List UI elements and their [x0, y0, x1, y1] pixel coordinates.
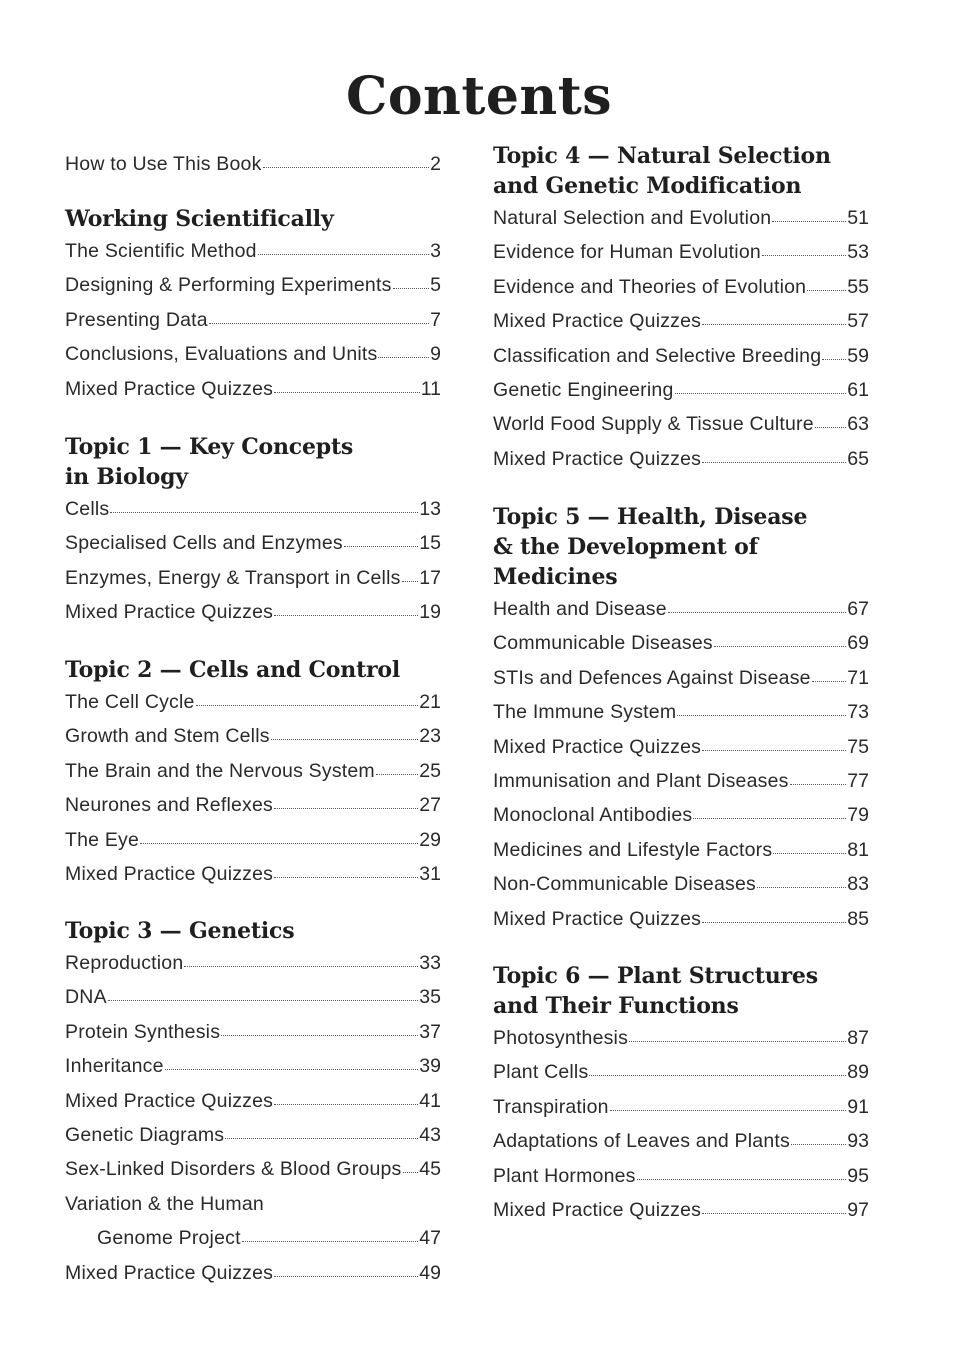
heading-line: Topic 4 — Natural Selection: [493, 143, 831, 169]
entry-page-number: 55: [847, 275, 869, 298]
dot-leader: [110, 510, 418, 513]
entry-label: The Eye: [65, 828, 140, 851]
entry-page-number: 19: [419, 601, 441, 624]
dot-leader: [702, 322, 846, 325]
dot-leader: [402, 579, 419, 582]
entry-page-number: 67: [847, 598, 869, 620]
entry-label: Adaptations of Leaves and Plants: [493, 1130, 790, 1153]
heading-line: Topic 1 — Key Concepts: [65, 434, 354, 460]
entry-page-number: 21: [419, 691, 441, 713]
toc-entry[interactable]: [493, 1159, 869, 1193]
dot-leader: [378, 355, 429, 358]
dot-leader: [702, 460, 846, 463]
toc-entry[interactable]: [493, 626, 869, 660]
dot-leader: [790, 782, 847, 785]
dot-leader: [637, 1177, 847, 1180]
entry-label: Evidence and Theories of Evolution: [493, 275, 807, 298]
entry-page-number: 79: [847, 804, 869, 827]
toc-entry[interactable]: [493, 1055, 869, 1089]
entry-page-number: 81: [847, 838, 869, 861]
entry-label: World Food Supply & Tissue Culture: [493, 413, 814, 436]
entry-label: Mixed Practice Quizzes: [493, 1198, 702, 1221]
section-heading: [65, 655, 441, 685]
entry-label: Plant Cells: [493, 1061, 589, 1084]
toc-entry[interactable]: [65, 823, 441, 857]
section-heading: [65, 204, 441, 234]
dot-leader: [773, 851, 846, 854]
entry-label: Natural Selection and Evolution: [493, 207, 772, 229]
entry-label: Health and Disease: [493, 598, 667, 620]
entry-label: Evidence for Human Evolution: [493, 241, 761, 264]
entry-label: Non-Communicable Diseases: [493, 873, 756, 896]
toc-entry[interactable]: [493, 1090, 869, 1124]
entry-label: Mixed Practice Quizzes: [65, 862, 274, 885]
entry-page-number: 73: [847, 701, 869, 724]
toc-entry[interactable]: [65, 1084, 441, 1118]
dot-leader: [762, 253, 846, 256]
toc-entry[interactable]: [493, 867, 869, 901]
dot-leader: [393, 286, 430, 289]
page-title: Contents: [345, 66, 613, 127]
dot-leader: [344, 544, 418, 547]
entry-label: Photosynthesis: [493, 1027, 629, 1049]
dot-leader: [610, 1108, 847, 1111]
entry-page-number: 89: [847, 1061, 869, 1084]
section-topic-2: [65, 655, 441, 891]
dot-leader: [221, 1033, 418, 1036]
toc-entry[interactable]: [493, 235, 869, 269]
toc-entry[interactable]: [65, 1015, 441, 1049]
dot-leader: [225, 1136, 418, 1139]
entry-label: How to Use This Book: [65, 153, 262, 175]
entry-label: The Brain and the Nervous System: [65, 759, 375, 782]
entry-page-number: 95: [847, 1164, 869, 1187]
toc-entry[interactable]: [493, 1193, 869, 1227]
entry-page-number: 65: [847, 447, 869, 470]
heading-line: Topic 5 — Health, Disease: [493, 504, 808, 530]
entry-page-number: 11: [420, 377, 441, 400]
dot-leader: [184, 964, 418, 967]
dot-leader: [196, 703, 419, 706]
entry-page-number: 59: [847, 344, 869, 367]
entry-label: Classification and Selective Breeding: [493, 344, 822, 367]
entry-page-number: 29: [419, 828, 441, 851]
section-heading: [493, 141, 869, 201]
entry-page-number: 43: [419, 1123, 441, 1146]
entry-label: Mixed Practice Quizzes: [65, 1089, 274, 1112]
entry-page-number: 77: [847, 769, 869, 792]
dot-leader: [589, 1073, 846, 1076]
dot-leader: [822, 357, 846, 360]
toc-entry[interactable]: [65, 1118, 441, 1152]
entry-label: Mixed Practice Quizzes: [65, 1261, 274, 1284]
dot-leader: [209, 321, 429, 324]
entry-label: Reproduction: [65, 952, 184, 974]
entry-label: Cells: [65, 498, 110, 520]
entry-label: The Cell Cycle: [65, 691, 195, 713]
toc-entry[interactable]: [493, 1124, 869, 1158]
entry-page-number: 85: [847, 907, 869, 930]
entry-label: Inheritance: [65, 1055, 164, 1078]
entry-page-number: 27: [419, 794, 441, 817]
section-topic-6: [493, 961, 869, 1227]
toc-entry[interactable]: [65, 1049, 441, 1083]
dot-leader: [815, 425, 847, 428]
entry-label: Mixed Practice Quizzes: [493, 447, 702, 470]
toc-entry[interactable]: [493, 592, 869, 626]
toc-entry[interactable]: [493, 373, 869, 407]
toc-entry[interactable]: [65, 561, 441, 595]
entry-page-number: 5: [430, 274, 441, 297]
dot-leader: [242, 1239, 419, 1242]
entry-page-number: 2: [430, 153, 441, 175]
entry-label: STIs and Defences Against Disease: [493, 666, 811, 689]
toc-entry[interactable]: [493, 442, 869, 476]
dot-leader: [702, 748, 846, 751]
section-topic-1: [65, 432, 441, 630]
dot-leader: [108, 998, 419, 1001]
heading-line: Medicines: [493, 564, 618, 590]
entry-label: Mixed Practice Quizzes: [493, 907, 702, 930]
toc-entry[interactable]: [65, 754, 441, 788]
entry-page-number: 49: [419, 1261, 441, 1284]
toc-entry-continued[interactable]: [65, 1187, 441, 1221]
entry-label: Specialised Cells and Enzymes: [65, 532, 343, 555]
toc-entry[interactable]: [65, 788, 441, 822]
entry-label: Mixed Practice Quizzes: [65, 601, 274, 624]
entry-page-number: 3: [430, 240, 441, 262]
toc-entry[interactable]: [493, 270, 869, 304]
dot-leader: [263, 165, 430, 168]
toc-entry[interactable]: [65, 857, 441, 891]
entry-page-number: 17: [419, 566, 441, 589]
entry-label: Mixed Practice Quizzes: [493, 735, 702, 758]
dot-leader: [677, 713, 846, 716]
entry-page-number: 61: [847, 378, 869, 401]
toc-entry[interactable]: [493, 1021, 869, 1055]
entry-label: Conclusions, Evaluations and Units: [65, 343, 378, 366]
entry-label: The Immune System: [493, 701, 677, 724]
heading-line: Topic 2 — Cells and Control: [65, 657, 401, 683]
dot-leader: [675, 391, 847, 394]
dot-leader: [274, 875, 418, 878]
dot-leader: [812, 679, 847, 682]
dot-leader: [274, 390, 420, 393]
section-working-scientifically: [65, 204, 441, 406]
entry-page-number: 7: [430, 308, 441, 331]
dot-leader: [629, 1039, 846, 1042]
heading-line: in Biology: [65, 464, 188, 490]
toc-entry[interactable]: [65, 980, 441, 1014]
toc-entry[interactable]: [493, 339, 869, 373]
toc-entry[interactable]: [493, 730, 869, 764]
toc-entry[interactable]: [65, 719, 441, 753]
toc-entry[interactable]: [493, 902, 869, 936]
entry-page-number: 23: [419, 725, 441, 748]
dot-leader: [274, 1274, 418, 1277]
entry-page-number: 91: [847, 1095, 869, 1118]
dot-leader: [274, 806, 418, 809]
entry-page-number: 87: [847, 1027, 869, 1049]
section-heading: [65, 916, 441, 946]
toc-entry[interactable]: [493, 304, 869, 338]
entry-label: Immunisation and Plant Diseases: [493, 769, 789, 792]
entry-page-number: 45: [419, 1158, 441, 1181]
entry-label: Sex-Linked Disorders & Blood Groups: [65, 1158, 402, 1181]
dot-leader: [274, 1102, 418, 1105]
entry-page-number: 47: [419, 1227, 441, 1250]
toc-entry[interactable]: [493, 798, 869, 832]
dot-leader: [140, 841, 418, 844]
entry-page-number: 93: [847, 1130, 869, 1153]
section-heading: [65, 432, 441, 492]
entry-label: Mixed Practice Quizzes: [65, 377, 274, 400]
toc-entry[interactable]: [65, 268, 441, 302]
heading-line: Working Scientifically: [65, 206, 334, 232]
entry-page-number: 57: [847, 310, 869, 333]
entry-label: Neurones and Reflexes: [65, 794, 273, 817]
entry-label: Genetic Engineering: [493, 378, 674, 401]
entry-page-number: 83: [847, 873, 869, 896]
entry-label: Transpiration: [493, 1095, 609, 1118]
toc-entry[interactable]: [493, 661, 869, 695]
toc-entry[interactable]: [65, 337, 441, 371]
toc-entry[interactable]: [65, 595, 441, 629]
toc-entry[interactable]: [65, 1256, 441, 1290]
toc-entry[interactable]: [65, 946, 441, 980]
toc-entry[interactable]: [65, 1221, 441, 1255]
dot-leader: [772, 219, 846, 222]
entry-page-number: 39: [419, 1055, 441, 1078]
entry-page-number: 35: [419, 986, 441, 1009]
entry-page-number: 15: [419, 532, 441, 555]
entry-label: Growth and Stem Cells: [65, 725, 270, 748]
dot-leader: [807, 288, 846, 291]
entry-label: Enzymes, Energy & Transport in Cells: [65, 566, 401, 589]
dot-leader: [757, 885, 846, 888]
toc-entry[interactable]: [65, 526, 441, 560]
entry-label: Medicines and Lifestyle Factors: [493, 838, 773, 861]
entry-label: DNA: [65, 986, 107, 1009]
entry-page-number: 75: [847, 735, 869, 758]
toc-entry[interactable]: [493, 407, 869, 441]
entry-page-number: 33: [419, 952, 441, 974]
entry-label: Genetic Diagrams: [65, 1123, 225, 1146]
entry-label: Presenting Data: [65, 308, 208, 331]
dot-leader: [258, 252, 429, 255]
toc-entry-how-to-use[interactable]: [65, 147, 441, 181]
heading-line: Topic 6 — Plant Structures: [493, 963, 818, 989]
entry-page-number: 97: [847, 1198, 869, 1221]
section-heading: [493, 961, 869, 1021]
entry-page-number: 31: [419, 862, 441, 885]
entry-page-number: 41: [419, 1089, 441, 1112]
toc-entry[interactable]: [65, 372, 441, 406]
dot-leader: [403, 1170, 419, 1173]
heading-line: and Genetic Modification: [493, 173, 802, 199]
toc-entry[interactable]: [65, 234, 441, 268]
section-heading: [493, 502, 869, 592]
dot-leader: [714, 644, 846, 647]
dot-leader: [702, 920, 846, 923]
dot-leader: [791, 1142, 846, 1145]
dot-leader: [274, 613, 418, 616]
dot-leader: [668, 610, 847, 613]
toc-entry[interactable]: [65, 492, 441, 526]
entry-page-number: 51: [847, 207, 869, 229]
toc-entry[interactable]: [493, 201, 869, 235]
heading-line: and Their Functions: [493, 993, 739, 1019]
entry-page-number: 9: [430, 343, 441, 366]
toc-entry[interactable]: [65, 303, 441, 337]
toc-entry[interactable]: [493, 695, 869, 729]
entry-page-number: 25: [419, 759, 441, 782]
dot-leader: [376, 772, 418, 775]
entry-label: Protein Synthesis: [65, 1020, 221, 1043]
intro-block: [65, 147, 441, 181]
entry-page-number: 53: [847, 241, 869, 264]
entry-label: Genome Project: [97, 1227, 241, 1250]
entry-page-number: 69: [847, 632, 869, 655]
entry-page-number: 37: [419, 1020, 441, 1043]
entry-label: Monoclonal Antibodies: [493, 804, 693, 827]
section-topic-4: [493, 141, 869, 476]
dot-leader: [702, 1211, 846, 1214]
heading-line: Topic 3 — Genetics: [65, 918, 295, 944]
dot-leader: [165, 1067, 419, 1070]
entry-page-number: 13: [419, 498, 441, 520]
entry-label: Communicable Diseases: [493, 632, 713, 655]
dot-leader: [693, 816, 846, 819]
section-topic-3: [65, 916, 441, 1290]
toc-entry[interactable]: [493, 833, 869, 867]
entry-label: Variation & the Human: [65, 1192, 264, 1215]
entry-page-number: 71: [847, 666, 869, 689]
toc-entry[interactable]: [65, 1152, 441, 1186]
entry-label: Plant Hormones: [493, 1164, 636, 1187]
entry-page-number: 63: [847, 413, 869, 436]
entry-label: Mixed Practice Quizzes: [493, 310, 702, 333]
toc-entry[interactable]: [65, 685, 441, 719]
section-topic-5: [493, 502, 869, 936]
entry-label: Designing & Performing Experiments: [65, 274, 392, 297]
dot-leader: [271, 737, 419, 740]
entry-label: The Scientific Method: [65, 240, 257, 262]
toc-entry[interactable]: [493, 764, 869, 798]
heading-line: & the Development of: [493, 534, 758, 560]
